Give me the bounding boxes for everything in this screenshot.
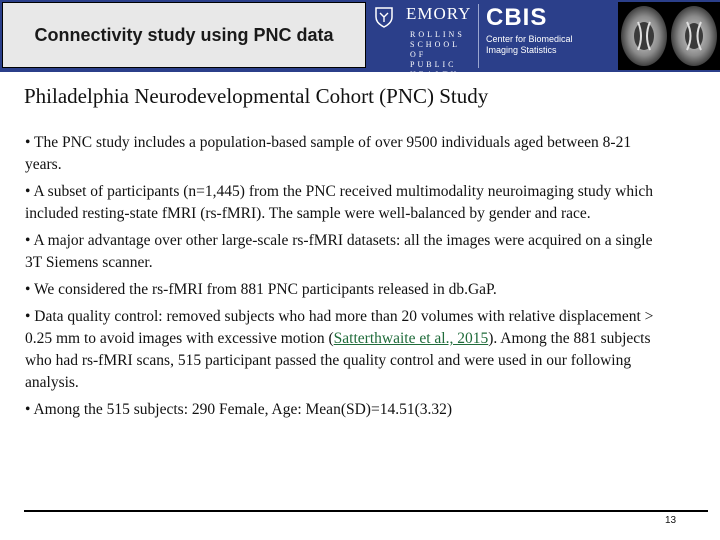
footer-divider xyxy=(24,510,708,512)
brain-scan-icon xyxy=(618,2,720,70)
slide-title: Connectivity study using PNC data xyxy=(34,24,334,45)
emory-name: EMORY xyxy=(406,4,472,23)
brain-images xyxy=(618,2,720,70)
bullet-text: • Data quality control: removed subjects who had more than 20 volumes with relative displacement > 0.25 mm to avoid images with excessive motion ( xyxy=(25,308,654,347)
cbis-sub-line: Imaging Statistics xyxy=(486,45,557,55)
emory-logo xyxy=(368,0,478,79)
logo-divider xyxy=(478,4,479,68)
bullet-item: • The PNC study includes a population-based sample of over 9500 individuals aged between 8-21 years. xyxy=(25,134,632,173)
school-line: ROLLINS xyxy=(410,30,465,39)
cbis-logo xyxy=(486,0,616,72)
rollins-school-lines xyxy=(410,30,478,80)
bullet-list xyxy=(25,132,655,426)
school-line: HEALTH xyxy=(410,70,460,79)
bullet-item-quality-control xyxy=(25,306,655,394)
slide-subtitle: Philadelphia Neurodevelopmental Cohort (PNC) Study xyxy=(24,84,489,108)
shield-icon xyxy=(374,6,394,28)
school-line: SCHOOL OF xyxy=(410,40,460,59)
cbis-subtitle xyxy=(486,34,573,56)
title-box xyxy=(2,2,366,68)
bullet-item: • A subset of participants (n=1,445) from the PNC received multimodality neuroimaging study which included resting-state fMRI (rs-fMRI). The sample were well-balanced by gender and race. xyxy=(25,183,654,222)
school-line: PUBLIC xyxy=(410,60,457,69)
page-number: 13 xyxy=(665,515,677,526)
citation-link[interactable]: Satterthwaite et al., 2015 xyxy=(333,330,489,347)
header-band xyxy=(0,0,720,79)
bullet-text: ). Among the 881 subjects who had rs-fMRI scans, 515 participant passed the quality control and were used in our following analysis. xyxy=(25,330,651,391)
bullet-item: • We considered the rs-fMRI from 881 PNC participants released in db.GaP. xyxy=(25,281,497,298)
bullet-item: • A major advantage over other large-scale rs-fMRI datasets: all the images were acquired on a single 3T Siemens scanner. xyxy=(25,232,653,271)
cbis-sub-line: Center for Biomedical xyxy=(486,34,573,44)
bullet-item: • Among the 515 subjects: 290 Female, Age: Mean(SD)=14.51(3.32) xyxy=(25,401,453,418)
cbis-name: CBIS xyxy=(486,4,548,31)
